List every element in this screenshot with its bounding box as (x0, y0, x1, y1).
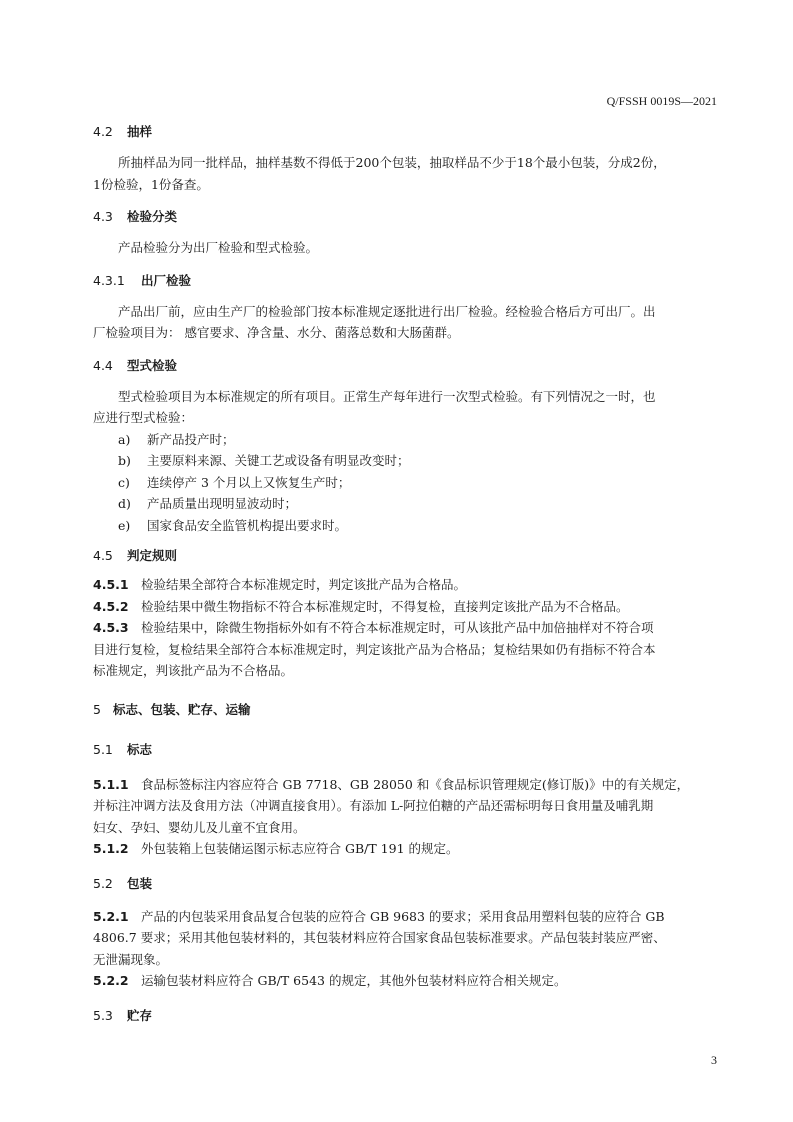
paragraph: 产品出厂前，应由生产厂的检验部门按本标准规定逐批进行出厂检验。经检验合格后方可出厂。出 (118, 303, 656, 319)
heading-number: 4.3.1 (93, 272, 125, 288)
clause-number: 5.1.2 (93, 841, 129, 856)
heading-4-3 (93, 207, 718, 225)
heading-number: 5.2 (93, 875, 113, 891)
clause-5-1-1 (93, 774, 718, 796)
heading-title: 判定规则 (127, 548, 178, 563)
clause-text: 检验结果全部符合本标准规定时，判定该批产品为合格品。 (141, 577, 467, 592)
paragraph: 1份检验，1份备查。 (93, 176, 209, 192)
clause-text: 检验结果中，除微生物指标外如有不符合本标准规定时，可从该批产品中加倍抽样对不符合项 (141, 620, 654, 635)
clause-number: 5.2.1 (93, 908, 129, 924)
list-item-label: d) (118, 496, 131, 511)
list-item-label: a) (118, 431, 131, 447)
heading-number: 5 (93, 701, 101, 717)
heading-title: 标志、包装、贮存、运输 (113, 701, 251, 717)
heading-number: 4.5 (93, 548, 113, 563)
heading-number: 4.4 (93, 357, 113, 373)
paragraph: 产品检验分为出厂检验和型式检验。 (118, 240, 319, 255)
list-item-text: 连续停产 3 个月以上又恢复生产时； (147, 474, 351, 490)
list-item (93, 472, 718, 494)
clause-text: 检验结果中微生物指标不符合本标准规定时，不得复检，直接判定该批产品为不合格品。 (141, 598, 629, 614)
heading-number: 5.1 (93, 741, 113, 757)
paragraph: 应进行型式检验： (93, 410, 194, 425)
standard-code: Q/FSSH 0019S—2021 (606, 94, 717, 108)
clause-text: 食品标签标注内容应符合 GB 7718、GB 28050 和《食品标识管理规定(修订版)》中的有关规定， (141, 776, 690, 792)
clause-4-5-1 (93, 574, 718, 596)
clause-text: 外包装箱上包装储运图示标志应符合 GB/T 191 的规定。 (141, 841, 459, 856)
list-item-text: 新产品投产时； (147, 431, 235, 447)
list-item (93, 493, 718, 515)
clause-text: 运输包装材料应符合 GB/T 6543 的规定，其他外包装材料应符合相关规定。 (141, 973, 567, 988)
list-item-text: 主要原料来源、关键工艺或设备有明显改变时； (147, 453, 410, 468)
heading-number: 5.3 (93, 1007, 113, 1023)
clause-4-5-3 (93, 617, 718, 639)
heading-4-5 (93, 546, 718, 564)
paragraph: 型式检验项目为本标准规定的所有项目。正常生产每年进行一次型式检验。有下列情况之一时，也 (118, 388, 656, 404)
heading-title: 型式检验 (127, 357, 178, 373)
list-item-text: 产品质量出现明显波动时； (147, 496, 298, 511)
heading-title: 包装 (127, 875, 153, 891)
page-content (93, 118, 718, 1024)
list-item (93, 515, 718, 537)
heading-4-2 (93, 122, 718, 140)
heading-title: 出厂检验 (141, 272, 192, 288)
list-item-label: e) (118, 517, 131, 533)
heading-5-3 (93, 1006, 718, 1024)
list-item (93, 429, 718, 451)
clause-continuation: 标准规定，判该批产品为不合格品。 (93, 663, 294, 678)
clause-4-5-2 (93, 596, 718, 618)
heading-title: 抽样 (127, 124, 153, 139)
paragraph: 所抽样品为同一批样品，抽样基数不得低于200个包装，抽取样品不少于18个最小包装，分成2份， (118, 155, 666, 170)
list-item-text: 国家食品安全监管机构提出要求时。 (147, 517, 348, 533)
heading-4-4 (93, 356, 718, 374)
clause-number: 4.5.1 (93, 577, 129, 592)
list-item-label: c) (118, 474, 130, 490)
heading-title: 贮存 (127, 1007, 153, 1023)
clause-number: 5.2.2 (93, 973, 129, 988)
list-item-label: b) (118, 453, 131, 468)
clause-text: 产品的内包装采用食品复合包装的应符合 GB 9683 的要求；采用食品用塑料包装的应符合 GB (141, 908, 665, 924)
heading-5-2 (93, 874, 718, 892)
clause-number: 4.5.2 (93, 598, 129, 614)
clause-continuation: 无泄漏现象。 (93, 951, 169, 967)
heading-number: 4.3 (93, 209, 113, 224)
clause-continuation: 并标注冲调方法及食用方法（冲调直接食用）。有添加 L-阿拉伯糖的产品还需标明每日食用量及哺乳期 (93, 798, 654, 813)
clause-continuation: 妇女、孕妇、婴幼儿及儿童不宜食用。 (93, 819, 306, 835)
paragraph: 厂检验项目为： 感官要求、净含量、水分、菌落总数和大肠菌群。 (93, 325, 460, 340)
clause-5-2-1 (93, 906, 718, 928)
clause-number: 5.1.1 (93, 776, 129, 792)
page-number: 3 (711, 1053, 717, 1067)
clause-5-1-2 (93, 838, 718, 860)
clause-5-2-2 (93, 970, 718, 992)
clause-continuation: 目进行复检，复检结果全部符合本标准规定时，判定该批产品为合格品；复检结果如仍有指标不符合本 (93, 641, 656, 657)
heading-4-3-1 (93, 271, 718, 289)
list-item (93, 450, 718, 472)
clause-continuation: 4806.7 要求；采用其他包装材料的，其包装材料应符合国家食品包装标准要求。产品包装封装应严密、 (93, 930, 666, 945)
heading-number: 4.2 (93, 124, 113, 139)
heading-title: 标志 (127, 741, 153, 757)
heading-5-1 (93, 740, 718, 758)
clause-number: 4.5.3 (93, 620, 129, 635)
heading-5 (93, 700, 718, 718)
heading-title: 检验分类 (127, 209, 178, 224)
